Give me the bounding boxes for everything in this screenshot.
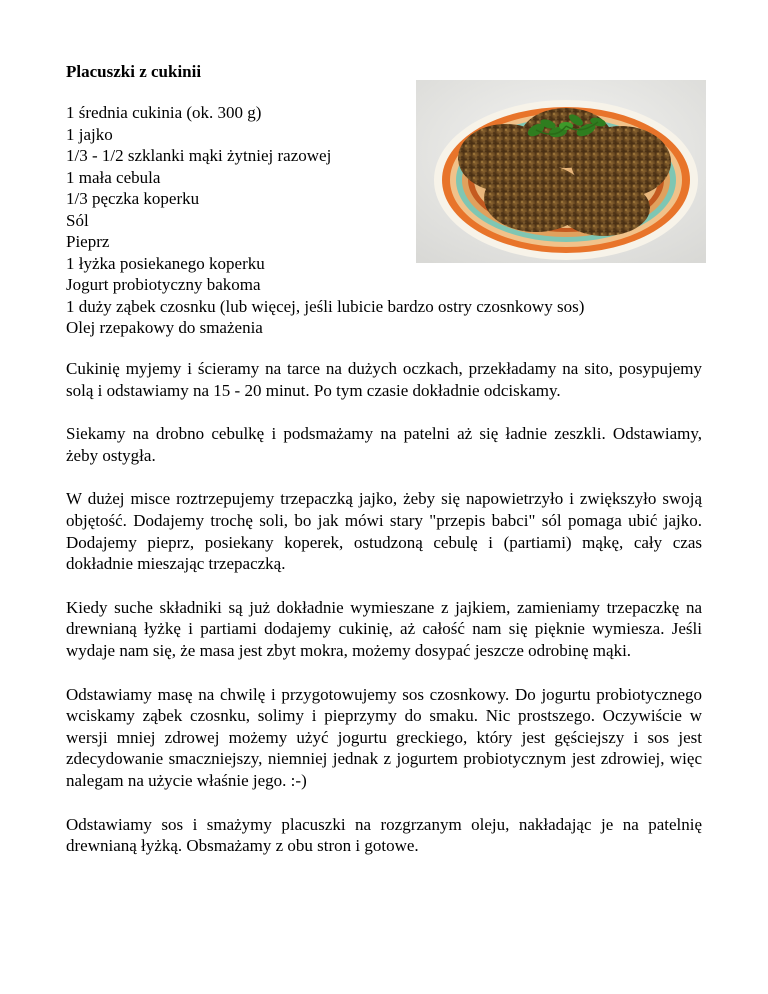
ingredient-item: Jogurt probiotyczny bakoma <box>66 275 261 294</box>
ingredient-item: 1/3 pęczka koperku <box>66 189 200 208</box>
step-paragraph: Siekamy na drobno cebulkę i podsmażamy na patelni aż się ładnie zeszkli. Odstawiamy, żeby ostygła. <box>66 424 702 465</box>
step-paragraph: Kiedy suche składniki są już dokładnie wymieszane z jajkiem, zamieniamy trzepaczkę na drewnianą łyżkę i partiami dodajemy cukinię, aż całość nam się pięknie wymiesza. Jeśli wydaje nam się, że masa jest zbyt mokra, możemy dosypać jeszcze odrobinę mąki. <box>66 597 702 660</box>
step-paragraph: W dużej misce roztrzepujemy trzepaczką jajko, żeby się napowietrzyło i zwiększyło swoją objętość. Dodajemy trochę soli, bo jak mówi stary "przepis babci" sól pomaga ubić jajko. Dodajemy pieprz, posiekany koperek, ostudzoną cebulę i (partiami) mąkę, cały czas dokładnie mieszając trzepaczką. <box>66 489 702 574</box>
ingredient-item: 1/3 - 1/2 szklanki mąki żytniej razowej <box>66 146 332 165</box>
step-paragraph: Odstawiamy masę na chwilę i przygotowujemy sos czosnkowy. Do jogurtu probiotycznego wciskamy ząbek czosnku, solimy i pieprzymy do smaku. Nic prostszego. Oczywiście w wersji mniej zdrowej możemy użyć jogurtu greckiego, który jest gęściejszy i sos jest zdecydowanie smaczniejszy, niemniej jednak z jogurtem probiotycznym jest zdrowiej, więc nalegam na użycie właśnie jego. :-) <box>66 684 702 790</box>
ingredient-item: 1 łyżka posiekanego koperku <box>66 253 265 273</box>
recipe-steps <box>66 358 702 879</box>
ingredient-item: Sól <box>66 210 89 230</box>
step-paragraph: Odstawiamy sos i smażymy placuszki na rozgrzanym oleju, nakładając je na patelnię drewnianą łyżką. Obsmażamy z obu stron i gotowe. <box>66 814 702 856</box>
ingredient-item: Pieprz <box>66 232 110 251</box>
step-paragraph: Cukinię myjemy i ścieramy na tarce na dużych oczkach, przekładamy na sito, posypujemy solą i odstawiamy na 15 - 20 minut. Po tym czasie dokładnie odciskamy. <box>66 359 702 400</box>
ingredient-item: 1 duży ząbek czosnku (lub więcej, jeśli lubicie bardzo ostry czosnkowy sos) <box>66 296 585 316</box>
ingredient-item: 1 jajko <box>66 124 113 144</box>
ingredient-item: 1 mała cebula <box>66 167 161 187</box>
ingredient-item: 1 średnia cukinia (ok. 300 g) <box>66 103 262 122</box>
ingredient-item: Olej rzepakowy do smażenia <box>66 318 263 337</box>
recipe-title: Placuszki z cukinii <box>66 62 202 81</box>
fritters-photo <box>416 80 706 263</box>
